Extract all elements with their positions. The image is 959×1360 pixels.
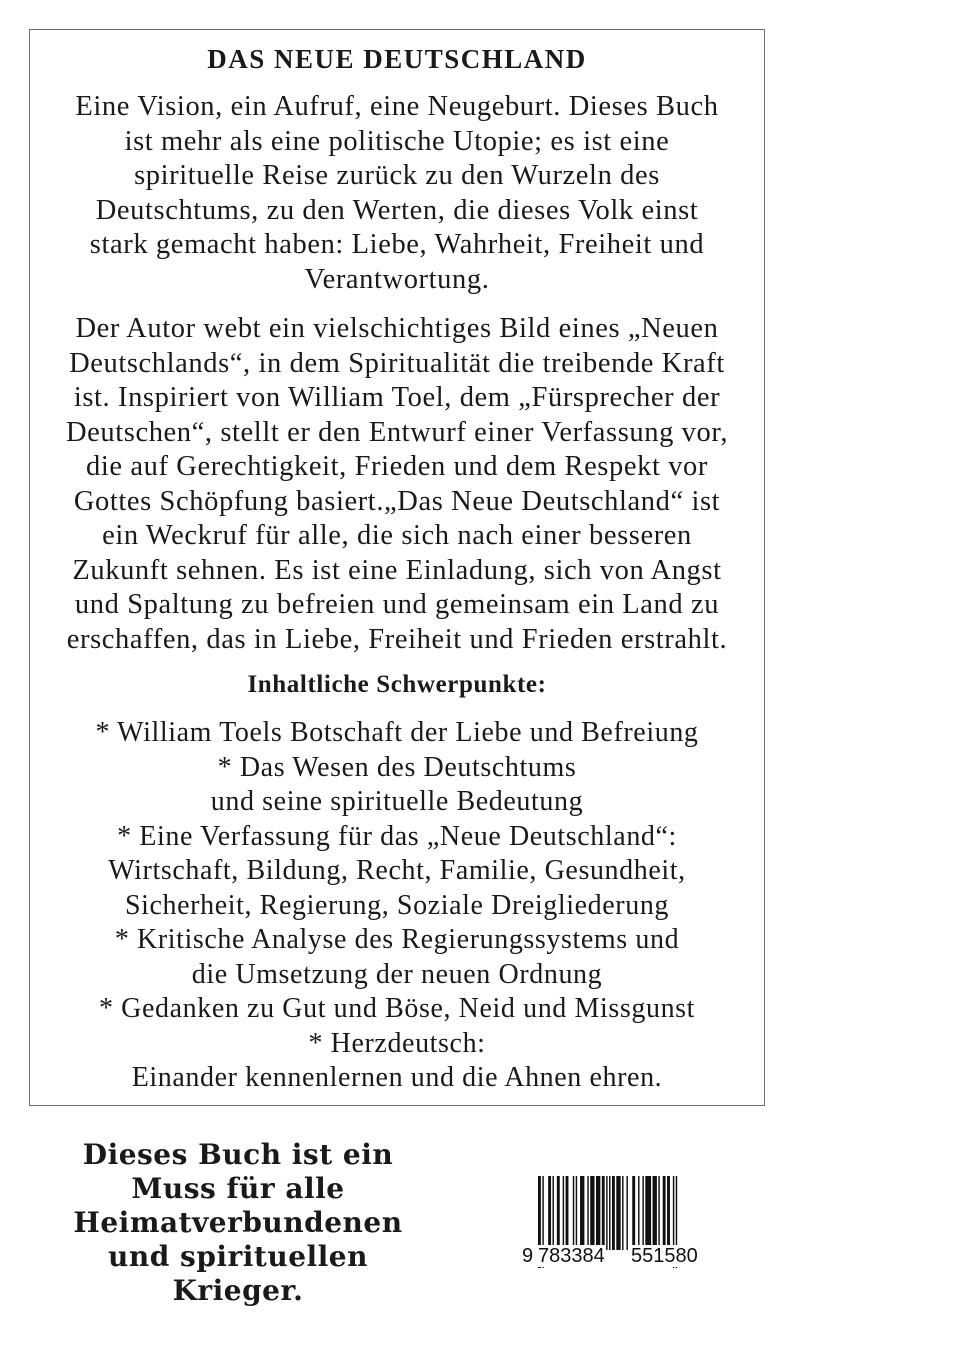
list-item: * Das Wesen des Deutschtums (217, 751, 577, 783)
barcode-bar (667, 1176, 670, 1250)
list-item: Wirtschaft, Bildung, Recht, Familie, Gesundheit, (108, 855, 686, 886)
barcode-bar (573, 1176, 574, 1250)
tagline-line: Heimatverbundenen (73, 1206, 403, 1239)
barcode-bar (658, 1176, 659, 1250)
barcode-bar (548, 1176, 551, 1250)
barcode-bar (606, 1176, 607, 1250)
paragraph-line: Verantwortung. (304, 263, 490, 295)
barcode-bar (553, 1176, 554, 1250)
paragraph-line: Deutschlands“, in dem Spiritualität die treibende Kraft (69, 347, 725, 379)
barcode-bar (616, 1176, 620, 1250)
list-item: Einander kennenlernen und die Ahnen ehren. (131, 1062, 663, 1093)
list-item: * Herzdeutsch: (308, 1027, 486, 1059)
list-item: * Gedanken zu Gut und Böse, Neid und Missgunst (98, 993, 696, 1024)
paragraph-line: Eine Vision, ein Aufruf, eine Neugeburt. Dieses Buch (75, 91, 719, 122)
barcode-bar (622, 1176, 623, 1250)
barcode-bar (653, 1176, 657, 1250)
paragraph-line: stark gemacht haben: Liebe, Wahrheit, Freiheit und (89, 229, 705, 260)
barcode-bar (563, 1176, 564, 1250)
paragraph-line: erschaffen, das in Liebe, Freiheit und Frieden erstrahlt. (66, 623, 728, 655)
barcode-bar (663, 1176, 666, 1250)
barcode-bar (587, 1176, 588, 1250)
barcode-bar (612, 1176, 615, 1250)
tagline-line: Dieses Buch ist ein (82, 1138, 394, 1171)
blurb-frame (29, 29, 765, 1106)
tagline-line: und spirituellen (108, 1240, 368, 1273)
tagline-line: Muss für alle (131, 1172, 345, 1205)
description-paragraph (42, 312, 752, 657)
paragraph-line: Deutschen“, stellt er den Entwurf einer Verfassung vor, (65, 416, 729, 448)
barcode-bar (580, 1176, 584, 1250)
barcode-first-digit: 9 (522, 1245, 534, 1267)
paragraph-line: die auf Gerechtigkeit, Frieden und dem Respekt vor (86, 451, 708, 482)
list-item: * Kritische Analyse des Regierungssystems und (114, 924, 680, 955)
barcode-bar (602, 1176, 605, 1250)
paragraph-line: ist mehr als eine politische Utopie; es ist eine (124, 125, 670, 157)
barcode-bar (638, 1176, 639, 1250)
paragraph-line: ist. Inspiriert von William Toel, dem „Fürsprecher der (73, 382, 721, 413)
intro-paragraph (42, 90, 752, 297)
topics-list (42, 716, 752, 1096)
paragraph-line: Gottes Schöpfung basiert.„Das Neue Deutschland“ ist (73, 485, 721, 517)
barcode-bar (632, 1176, 635, 1250)
barcode-bar (590, 1176, 594, 1250)
list-item: * William Toels Botschaft der Liebe und Befreiung (95, 717, 699, 748)
tagline-line: Krieger. (172, 1274, 304, 1307)
barcode-digit-group-right: 551580 (631, 1245, 698, 1267)
barcode-bar (626, 1176, 627, 1250)
barcode-bar (642, 1176, 643, 1250)
barcode-bar (645, 1176, 651, 1250)
barcode-bar (557, 1176, 560, 1250)
list-item: * Eine Verfassung für das „Neue Deutschland“: (117, 820, 677, 852)
paragraph-line: ein Weckruf für alle, die sich nach einer besseren (102, 520, 692, 551)
list-item: und seine spirituelle Bedeutung (210, 786, 584, 817)
paragraph-line: spirituelle Reise zurück zu den Wurzeln des (134, 160, 660, 191)
barcode-bar (566, 1176, 569, 1250)
paragraph-line: Der Autor webt ein vielschichtiges Bild eines „Neuen (75, 313, 719, 344)
barcode-bar (576, 1176, 577, 1250)
tagline (40, 1138, 436, 1308)
list-item: Sicherheit, Regierung, Soziale Dreigliederung (124, 889, 670, 921)
paragraph-line: Zukunft sehnen. Es ist eine Einladung, sich von Angst (72, 554, 722, 586)
barcode-digit-group-left: 783384 (538, 1245, 605, 1267)
book-title: DAS NEUE DEUTSCHLAND (207, 44, 587, 74)
list-item: die Umsetzung der neuen Ordnung (191, 958, 603, 990)
paragraph-line: und Spaltung zu befreien und gemeinsam ein Land zu (74, 589, 720, 620)
topics-heading: Inhaltliche Schwerpunkte: (247, 671, 547, 698)
barcode-bar (596, 1176, 600, 1250)
barcode-bar (609, 1176, 610, 1250)
paragraph-line: Deutschtums, zu den Werten, die dieses Volk einst (95, 194, 699, 226)
